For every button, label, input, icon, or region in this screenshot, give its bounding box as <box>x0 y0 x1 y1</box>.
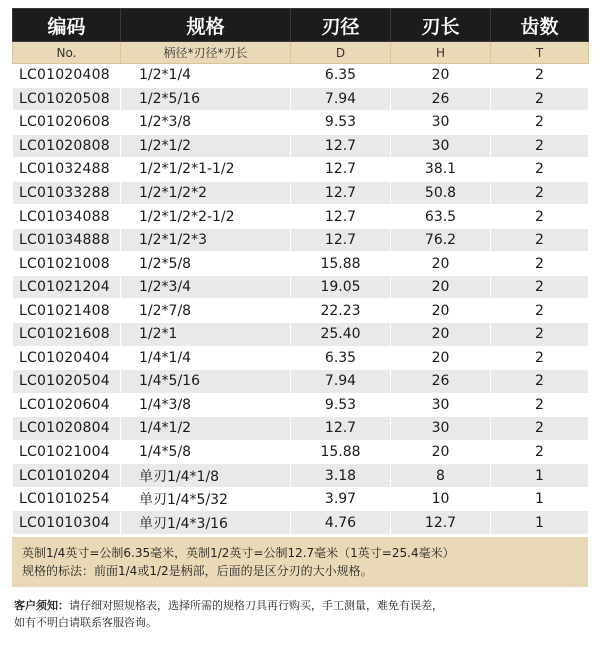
cell-length: 76.2 <box>391 228 491 252</box>
table-row <box>13 181 589 205</box>
cell-spec: 1/2*3/4 <box>121 275 291 299</box>
cell-code: LC01032488 <box>13 158 121 182</box>
cell-length: 30 <box>391 417 491 441</box>
table-row <box>13 228 589 252</box>
cell-length: 50.8 <box>391 181 491 205</box>
cell-spec: 1/4*3/8 <box>121 393 291 417</box>
cell-length: 26 <box>391 87 491 111</box>
cell-spec: 1/2*1/2 <box>121 134 291 158</box>
cell-length: 8 <box>391 464 491 488</box>
spec-sheet <box>12 8 588 631</box>
cell-spec: 1/2*1/2*2 <box>121 181 291 205</box>
table-row <box>13 370 589 394</box>
subheader-spec: 柄径*刃径*刃长 <box>121 42 291 64</box>
cell-spec: 1/2*1/2*3 <box>121 228 291 252</box>
cell-diameter: 9.53 <box>291 111 391 135</box>
cell-teeth: 2 <box>491 181 589 205</box>
customer-notice <box>12 587 588 631</box>
cell-teeth: 2 <box>491 111 589 135</box>
cell-code: LC01020808 <box>13 134 121 158</box>
cell-diameter: 6.35 <box>291 346 391 370</box>
table-row <box>13 464 589 488</box>
cell-teeth: 2 <box>491 252 589 276</box>
cell-teeth: 2 <box>491 158 589 182</box>
notice-line-2: 如有不明白请联系客服咨询。 <box>14 615 157 629</box>
cell-diameter: 12.7 <box>291 181 391 205</box>
cell-diameter: 3.18 <box>291 464 391 488</box>
table-row <box>13 87 589 111</box>
cell-length: 30 <box>391 111 491 135</box>
cell-spec: 1/4*1/2 <box>121 417 291 441</box>
cell-spec: 1/4*5/16 <box>121 370 291 394</box>
cell-code: LC01020608 <box>13 111 121 135</box>
cell-teeth: 2 <box>491 440 589 464</box>
cell-code: LC01034088 <box>13 205 121 229</box>
cell-diameter: 22.23 <box>291 299 391 323</box>
cell-teeth: 1 <box>491 511 589 535</box>
cell-spec: 1/2*1/2*1-1/2 <box>121 158 291 182</box>
header-teeth: 齿数 <box>491 9 589 42</box>
cell-length: 20 <box>391 346 491 370</box>
cell-spec: 1/2*1 <box>121 323 291 347</box>
cell-code: LC01021608 <box>13 323 121 347</box>
cell-diameter: 3.97 <box>291 487 391 511</box>
cell-diameter: 12.7 <box>291 205 391 229</box>
cell-code: LC01020504 <box>13 370 121 394</box>
cell-teeth: 1 <box>491 464 589 488</box>
conversion-note <box>12 537 588 587</box>
table-row <box>13 417 589 441</box>
table-row <box>13 111 589 135</box>
cell-length: 20 <box>391 275 491 299</box>
cell-diameter: 9.53 <box>291 393 391 417</box>
cell-teeth: 2 <box>491 417 589 441</box>
table-row <box>13 275 589 299</box>
table-row <box>13 511 589 535</box>
subheader-d: D <box>291 42 391 64</box>
table-row <box>13 346 589 370</box>
cell-code: LC01020604 <box>13 393 121 417</box>
cell-teeth: 2 <box>491 346 589 370</box>
header-code: 编码 <box>13 9 121 42</box>
cell-teeth: 2 <box>491 299 589 323</box>
cell-teeth: 1 <box>491 487 589 511</box>
cell-spec: 1/4*5/8 <box>121 440 291 464</box>
table-row <box>13 252 589 276</box>
cell-spec: 1/4*1/4 <box>121 346 291 370</box>
cell-length: 10 <box>391 487 491 511</box>
cell-spec: 单刃1/4*1/8 <box>121 464 291 488</box>
cell-length: 38.1 <box>391 158 491 182</box>
cell-code: LC01020408 <box>13 64 121 88</box>
cell-diameter: 15.88 <box>291 252 391 276</box>
subheader-t: T <box>491 42 589 64</box>
subheader-no: No. <box>13 42 121 64</box>
cell-spec: 1/2*1/2*2-1/2 <box>121 205 291 229</box>
cell-code: LC01033288 <box>13 181 121 205</box>
cell-length: 20 <box>391 440 491 464</box>
cell-spec: 1/2*5/8 <box>121 252 291 276</box>
cell-teeth: 2 <box>491 323 589 347</box>
cell-teeth: 2 <box>491 205 589 229</box>
cell-length: 20 <box>391 323 491 347</box>
table-row <box>13 440 589 464</box>
table-row <box>13 158 589 182</box>
subheader-h: H <box>391 42 491 64</box>
cell-code: LC01010204 <box>13 464 121 488</box>
spec-table <box>12 8 589 535</box>
table-row <box>13 299 589 323</box>
cell-diameter: 12.7 <box>291 158 391 182</box>
cell-teeth: 2 <box>491 275 589 299</box>
notice-line-1: 请仔细对照规格表，选择所需的规格刀具再行购买，手工测量，难免有误差， <box>69 598 443 612</box>
note-line-1: 英制1/4英寸=公制6.35毫米，英制1/2英寸=公制12.7毫米（1英寸=25.4毫米） <box>22 545 455 560</box>
cell-diameter: 6.35 <box>291 64 391 88</box>
cell-code: LC01021004 <box>13 440 121 464</box>
cell-code: LC01034888 <box>13 228 121 252</box>
cell-spec: 单刃1/4*5/32 <box>121 487 291 511</box>
cell-teeth: 2 <box>491 228 589 252</box>
cell-code: LC01010254 <box>13 487 121 511</box>
cell-teeth: 2 <box>491 134 589 158</box>
cell-teeth: 2 <box>491 64 589 88</box>
cell-code: LC01021408 <box>13 299 121 323</box>
note-line-2: 规格的标法：前面1/4或1/2是柄部，后面的是区分刃的大小规格。 <box>22 563 373 578</box>
cell-diameter: 12.7 <box>291 134 391 158</box>
cell-diameter: 12.7 <box>291 228 391 252</box>
cell-diameter: 19.05 <box>291 275 391 299</box>
cell-diameter: 7.94 <box>291 87 391 111</box>
cell-teeth: 2 <box>491 87 589 111</box>
header-row <box>13 9 589 42</box>
cell-code: LC01021008 <box>13 252 121 276</box>
table-row <box>13 323 589 347</box>
cell-length: 30 <box>391 393 491 417</box>
header-diameter: 刃径 <box>291 9 391 42</box>
cell-length: 20 <box>391 252 491 276</box>
table-row <box>13 393 589 417</box>
cell-code: LC01020508 <box>13 87 121 111</box>
table-row <box>13 205 589 229</box>
cell-diameter: 12.7 <box>291 417 391 441</box>
cell-diameter: 25.40 <box>291 323 391 347</box>
cell-teeth: 2 <box>491 370 589 394</box>
cell-code: LC01020804 <box>13 417 121 441</box>
cell-length: 20 <box>391 299 491 323</box>
cell-spec: 1/2*1/4 <box>121 64 291 88</box>
table-row <box>13 487 589 511</box>
cell-spec: 1/2*3/8 <box>121 111 291 135</box>
header-spec: 规格 <box>121 9 291 42</box>
cell-teeth: 2 <box>491 393 589 417</box>
cell-spec: 1/2*7/8 <box>121 299 291 323</box>
table-body <box>13 64 589 535</box>
cell-code: LC01021204 <box>13 275 121 299</box>
cell-spec: 单刃1/4*3/16 <box>121 511 291 535</box>
cell-diameter: 4.76 <box>291 511 391 535</box>
subheader-row <box>13 42 589 64</box>
cell-length: 12.7 <box>391 511 491 535</box>
table-row <box>13 64 589 88</box>
cell-length: 30 <box>391 134 491 158</box>
cell-diameter: 7.94 <box>291 370 391 394</box>
cell-spec: 1/2*5/16 <box>121 87 291 111</box>
header-length: 刃长 <box>391 9 491 42</box>
cell-length: 26 <box>391 370 491 394</box>
cell-code: LC01010304 <box>13 511 121 535</box>
notice-label: 客户须知： <box>14 598 69 612</box>
cell-length: 63.5 <box>391 205 491 229</box>
cell-code: LC01020404 <box>13 346 121 370</box>
table-row <box>13 134 589 158</box>
cell-diameter: 15.88 <box>291 440 391 464</box>
cell-length: 20 <box>391 64 491 88</box>
